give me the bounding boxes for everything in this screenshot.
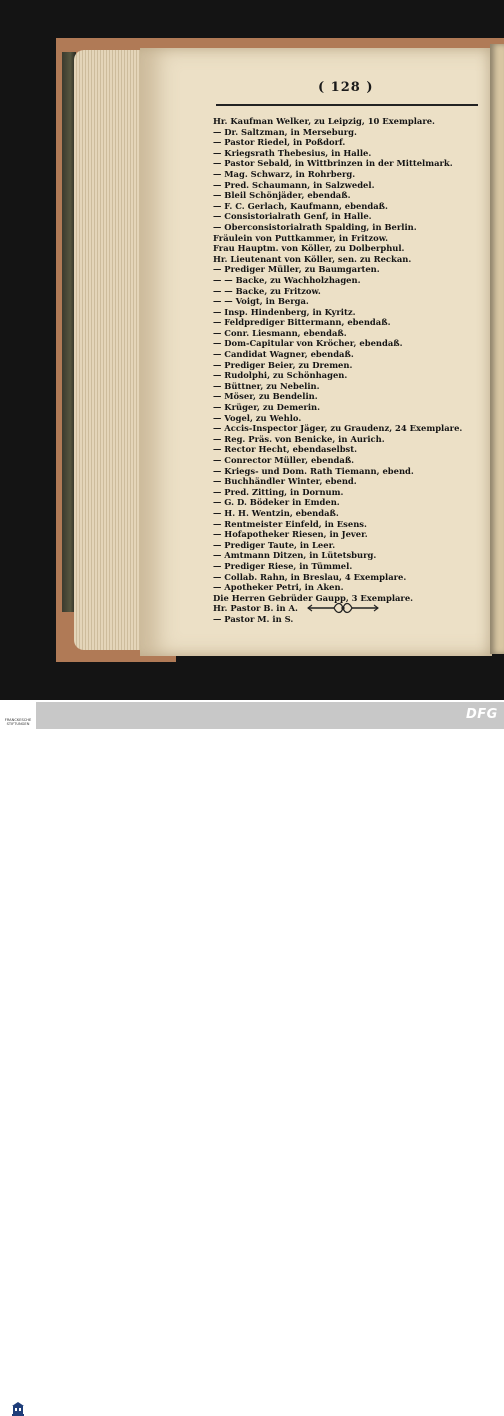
subscriber-entry: — Rentmeister Einfeld, in Esens. (213, 518, 367, 529)
subscriber-entry: — Krüger, zu Demerin. (213, 402, 321, 413)
subscriber-entry: Hr. Lieutenant von Köller, sen. zu Reckan. (213, 253, 412, 264)
subscriber-entry: — Mag. Schwarz, in Rohrberg. (213, 168, 356, 179)
book-scan (0, 0, 504, 700)
subscriber-entry: — Kriegs- und Dom. Rath Tiemann, ebend. (213, 465, 414, 476)
subscriber-entry: — Prediger Riese, in Tümmel. (213, 560, 353, 571)
subscriber-entry: — Feldprediger Bittermann, ebendaß. (213, 317, 391, 328)
subscriber-entry: Frau Hauptm. von Köller, zu Dolberphul. (213, 243, 405, 254)
subscriber-entry: — — Voigt, in Berga. (213, 296, 309, 307)
subscriber-entry: — F. C. Gerlach, Kaufmann, ebendaß. (213, 200, 388, 211)
building-icon (12, 1402, 24, 1416)
subscriber-entry: — Prediger Müller, zu Baumgarten. (213, 264, 380, 275)
subscriber-entry: — Pastor Sebald, in Wittbrinzen in der Mittelmark. (213, 158, 453, 169)
subscriber-entry: — Oberconsistorialrath Spalding, in Berlin. (213, 221, 417, 232)
subscriber-entry: — Rector Hecht, ebendaselbst. (213, 444, 358, 455)
facing-page-edge (490, 44, 504, 654)
header-rule (216, 104, 478, 106)
subscriber-entry: — Büttner, zu Nebelin. (213, 380, 320, 391)
subscriber-entry: — — Backe, zu Fritzow. (213, 285, 321, 296)
subscriber-entry: — Bleil Schönjäder, ebendaß. (213, 190, 351, 201)
subscriber-entry: — Collab. Rahn, in Breslau, 4 Exemplare. (213, 571, 407, 582)
subscriber-entry: — Reg. Präs. von Benicke, in Aurich. (213, 433, 385, 444)
subscriber-entry: — Dr. Saltzman, in Merseburg. (213, 126, 357, 137)
subscriber-entry: — Vogel, zu Wehlo. (213, 412, 302, 423)
subscriber-list (213, 116, 485, 625)
subscriber-entry: — Insp. Hindenberg, in Kyritz. (213, 306, 356, 317)
subscriber-entry: — Consistorialrath Genf, in Halle. (213, 211, 372, 222)
subscriber-entry: — Accis-Inspector Jäger, zu Graudenz, 24 Exemplare. (213, 423, 463, 434)
subscriber-entry: — Pastor M. in S. (213, 613, 294, 624)
subscriber-entry: — Apotheker Petri, in Aken. (213, 582, 344, 593)
subscriber-entry: — Candidat Wagner, ebendaß. (213, 349, 354, 360)
subscriber-entry: — Dom-Capitular von Kröcher, ebendaß. (213, 338, 403, 349)
subscriber-entry: Die Herren Gebrüder Gaupp, 3 Exemplare. (213, 592, 414, 603)
subscriber-entry: — Rudolphi, zu Schönhagen. (213, 370, 348, 381)
subscriber-entry: — G. D. Bödeker in Emden. (213, 497, 340, 508)
subscriber-entry: Hr. Pastor B. in A. (213, 603, 298, 614)
ornament-icon (306, 601, 380, 615)
subscriber-entry: — Kriegsrath Thebesius, in Halle. (213, 147, 372, 158)
subscriber-entry: — Buchhändler Winter, ebend. (213, 476, 357, 487)
footer-strip (36, 702, 504, 729)
library-logo[interactable] (0, 700, 36, 731)
subscriber-entry: — Hofapotheker Riesen, in Jever. (213, 529, 368, 540)
subscriber-entry: — Conrector Müller, ebendaß. (213, 455, 355, 465)
subscriber-entry: — Pred. Zitting, in Dornum. (213, 486, 344, 497)
dfg-logo[interactable]: DFG (466, 707, 498, 722)
subscriber-entry: Hr. Kaufman Welker, zu Leipzig, 10 Exemplare. (213, 116, 435, 126)
subscriber-entry: — Conr. Liesmann, ebendaß. (213, 327, 347, 338)
subscriber-entry: — Prediger Beier, zu Dremen. (213, 359, 353, 370)
subscriber-entry: — Pastor Riedel, in Poßdorf. (213, 137, 346, 148)
subscriber-entry: — Möser, zu Bendelin. (213, 391, 318, 402)
page-number: ( 128 ) (318, 80, 374, 95)
subscriber-entry: Fräulein von Puttkammer, in Fritzow. (213, 232, 388, 243)
subscriber-entry: — Prediger Taute, in Leer. (213, 539, 336, 550)
subscriber-entry: — Pred. Schaumann, in Salzwedel. (213, 179, 375, 190)
subscriber-entry: — Amtmann Ditzen, in Lütetsburg. (213, 550, 377, 561)
library-logo-text: FRANCKESCHE STIFTUNGEN (4, 718, 32, 726)
subscriber-entry: — — Backe, zu Wachholzhagen. (213, 274, 361, 285)
subscriber-entry: — H. H. Wentzin, ebendaß. (213, 507, 339, 518)
